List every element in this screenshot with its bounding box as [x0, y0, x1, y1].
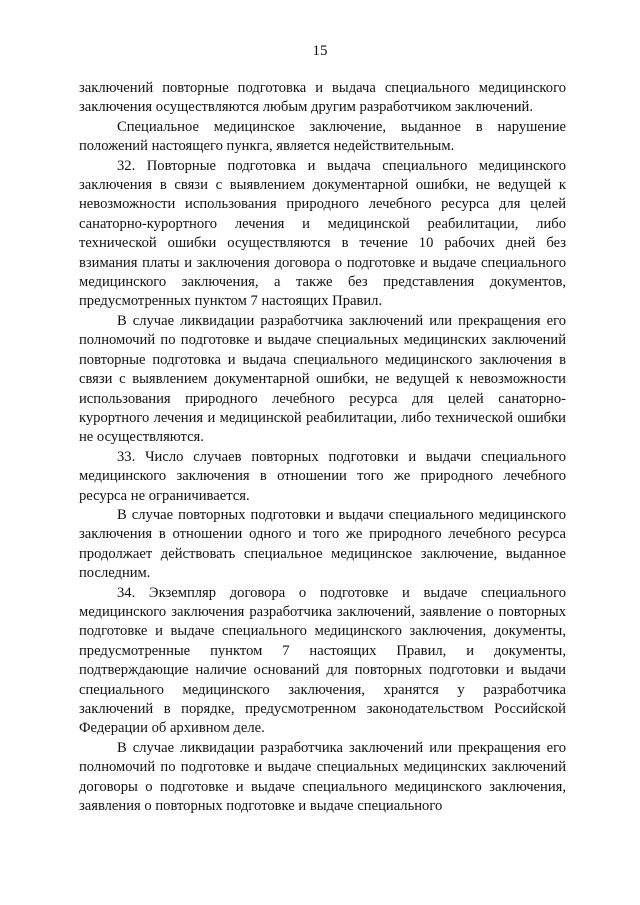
- paragraph-continuation: заключений повторные подготовка и выдача специального медицинского заключения осуществляются любым другим разработчиком заключений.: [79, 80, 566, 116]
- paragraph-item-33: 33. Число случаев повторных подготовки и выдачи специального медицинского заключения в отношении того же природного лечебного ресурса не ограничивается.: [79, 448, 566, 504]
- paragraph-item-34: 34. Экземпляр договора о подготовке и выдаче специального медицинского заключения разработчика заключений, заявление о повторных подготовке и выдаче специального медицинского заключения, документы, предусмотренные пунктом 7 настоящих Правил, и документы, подтверждающие наличие оснований для повторных подготовки и выдачи специального медицинского заключения, хранятся у разработчика заключений в порядке, предусмотренном законодательством Российской Федерации об архивном деле.: [79, 584, 566, 737]
- paragraph-liquidation-32: В случае ликвидации разработчика заключений или прекращения его полномочий по подготовке и выдаче специальных медицинских заключений повторные подготовка и выдача специального медицинского заключения в связи с выявлением документарной ошибки, не ведущей к невозможности использования природного лечебного ресурса для целей санаторно-курортного лечения и медицинской реабилитации, либо технической ошибки не осуществляются.: [79, 312, 566, 446]
- paragraph-repeated-issue-33: В случае повторных подготовки и выдачи специального медицинского заключения в отношении одного и того же природного лечебного ресурса продолжает действовать специальное медицинское заключение, выданное последним.: [79, 506, 566, 582]
- paragraph-liquidation-34: В случае ликвидации разработчика заключений или прекращения его полномочий по подготовке и выдаче специальных медицинских заключений договоры о подготовке и выдаче специального медицинского заключения, заявления о повторных подготовке и выдаче специального: [79, 739, 566, 815]
- document-body: [79, 79, 566, 816]
- paragraph-item-32: 32. Повторные подготовка и выдача специального медицинского заключения в связи с выявлением документарной ошибки, не ведущей к невозможности использования природного лечебного ресурса для целей санаторно-курортного лечения и медицинской реабилитации, либо технической ошибки осуществляются в течение 10 рабочих дней без взимания платы и заключения договора о подготовке и выдаче специального медицинского заключения, а также без представления документов, предусмотренных пунктом 7 настоящих Правил.: [79, 157, 566, 310]
- page-number: 15: [312, 43, 328, 59]
- paragraph-invalid-conclusion: Специальное медицинское заключение, выданное в нарушение положений настоящего пункга, является недействительным.: [79, 118, 566, 155]
